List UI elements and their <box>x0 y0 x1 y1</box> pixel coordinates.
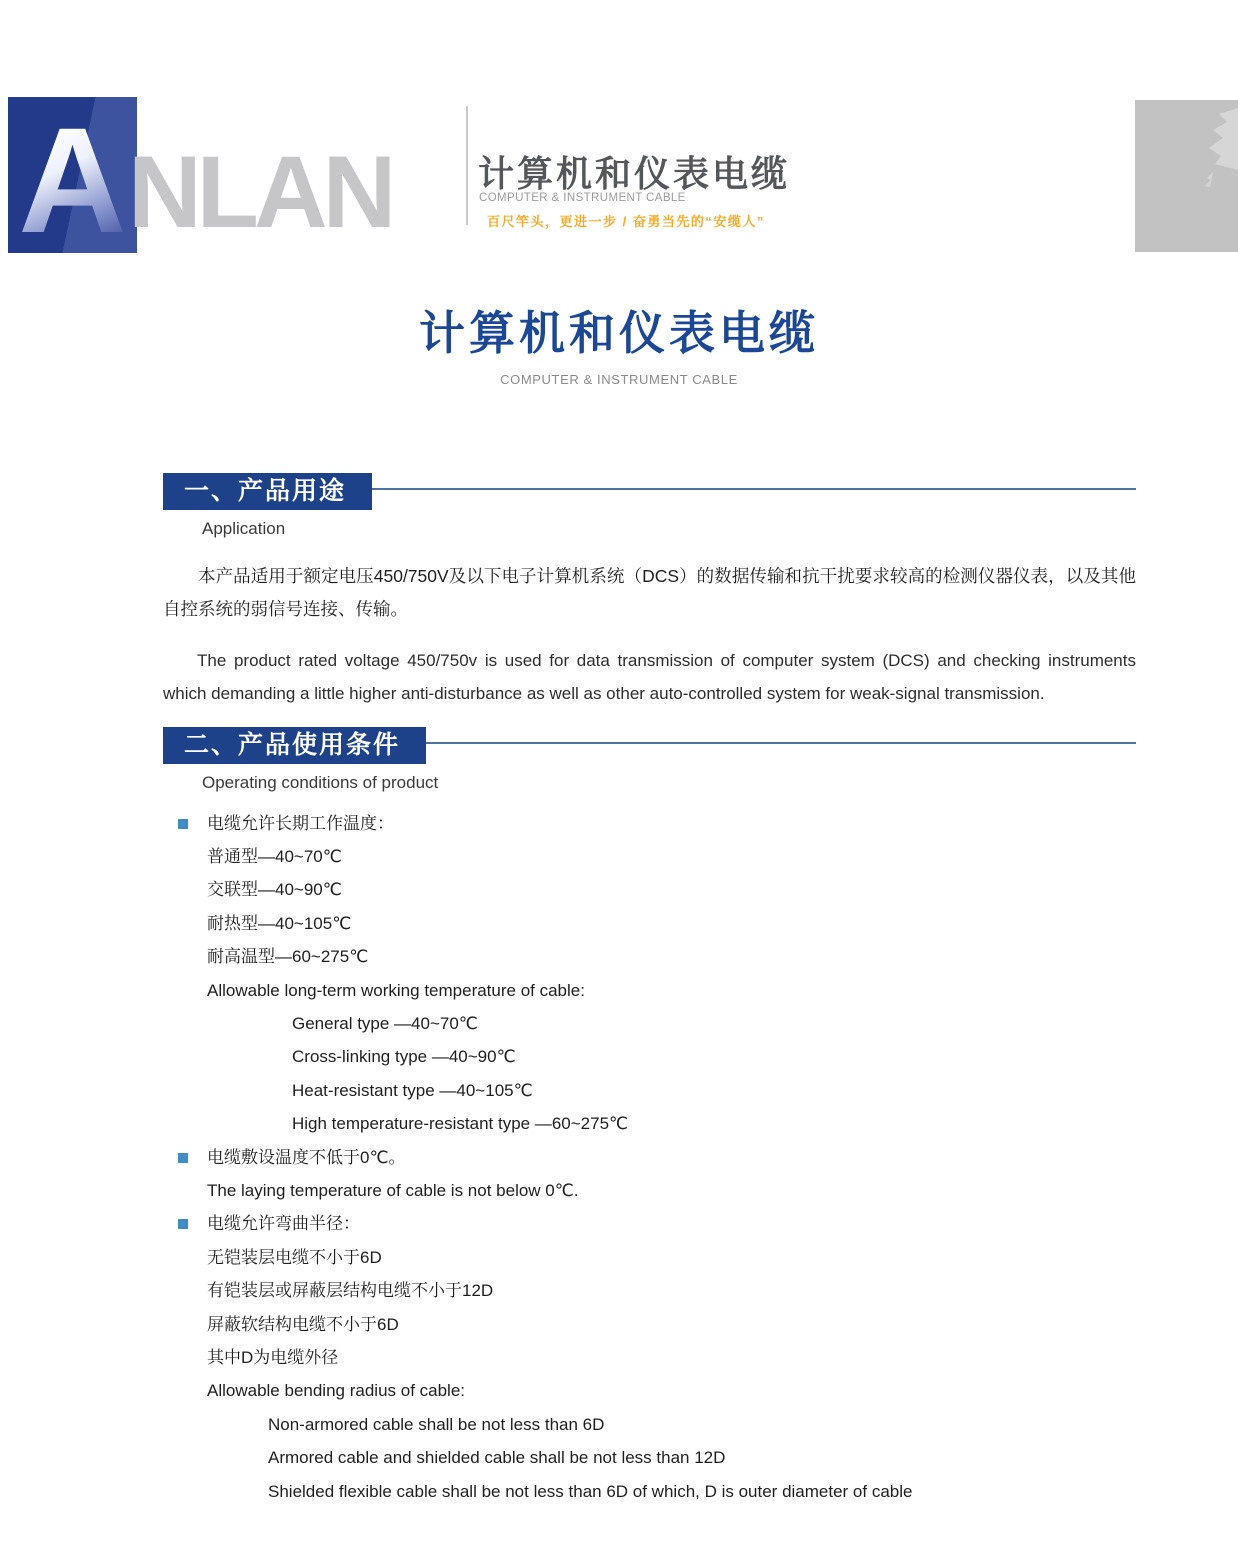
header-product-title-cn: 计算机和仪表电缆 <box>478 153 791 194</box>
page-title: 计算机和仪表电缆 <box>419 307 819 359</box>
condition-line <box>163 1408 1136 1441</box>
condition-text: 电缆允许弯曲半径： <box>207 1214 360 1234</box>
condition-line <box>163 840 1136 873</box>
condition-text: 耐高温型—60~275℃ <box>207 947 369 967</box>
condition-text: 耐热型—40~105℃ <box>207 913 352 933</box>
condition-line <box>163 873 1136 906</box>
condition-text: 交联型—40~90℃ <box>207 880 342 900</box>
condition-text: The laying temperature of cable is not below 0℃. <box>207 1180 579 1200</box>
condition-text: Heat-resistant type —40~105℃ <box>292 1080 533 1100</box>
condition-line <box>163 907 1136 940</box>
section-1-heading-badge: 一、产品用途 <box>163 473 372 510</box>
condition-text: 普通型—40~70℃ <box>207 846 342 866</box>
section-1-heading-rule <box>372 488 1136 490</box>
condition-line <box>163 807 1136 840</box>
condition-text: Non-armored cable shall be not less than 6D <box>268 1414 605 1434</box>
condition-line <box>163 1341 1136 1374</box>
condition-text: High temperature-resistant type —60~275℃ <box>292 1114 629 1134</box>
header-product-title-en: COMPUTER & INSTRUMENT CABLE <box>479 192 686 204</box>
condition-text: 无铠装层电缆不小于6D <box>207 1247 382 1267</box>
condition-text: Allowable long-term working temperature of cable: <box>207 980 585 1000</box>
section-2-heading-badge: 二、产品使用条件 <box>163 727 426 764</box>
condition-text: 电缆敷设温度不低于0℃。 <box>207 1147 406 1167</box>
condition-line <box>163 1374 1136 1407</box>
logo-wordmark: NLAN <box>128 135 392 249</box>
condition-text: Shielded flexible cable shall be not less than 6D of which, D is outer diameter of cable <box>268 1481 913 1501</box>
page-subtitle: COMPUTER & INSTRUMENT CABLE <box>500 372 738 387</box>
section-2-heading <box>163 727 1136 764</box>
section-1-heading-en: Application <box>202 519 286 538</box>
condition-text: 屏蔽软结构电缆不小于6D <box>207 1314 399 1334</box>
page-title-block <box>0 297 1238 387</box>
condition-line <box>163 1241 1136 1274</box>
condition-text: Allowable bending radius of cable: <box>207 1381 466 1401</box>
conditions-list <box>163 807 1136 1509</box>
condition-line <box>163 1174 1136 1207</box>
condition-line <box>163 1475 1136 1508</box>
condition-line <box>163 1107 1136 1140</box>
bullet-square-icon <box>178 1153 188 1163</box>
section-2-heading-rule <box>426 742 1136 744</box>
condition-line <box>163 974 1136 1007</box>
content-area <box>163 473 1136 1508</box>
leaf-photo-image <box>1135 100 1238 252</box>
condition-line <box>163 1040 1136 1073</box>
section-1-heading <box>163 473 1136 510</box>
condition-line <box>163 1141 1136 1174</box>
header-divider-line <box>466 106 468 225</box>
application-paragraph-en: The product rated voltage 450/750v is used for data transmission of computer system (DCS) and checking instruments which demanding a little higher anti-disturbance as well as other auto-controlled system for weak-signal transmission. <box>163 650 1136 703</box>
decorative-photo <box>1135 100 1238 252</box>
header-slogan: 百尺竿头，更进一步 / 奋勇当先的“安缆人” <box>487 214 765 229</box>
logo-letter-a: A <box>18 97 127 253</box>
condition-line <box>163 1441 1136 1474</box>
condition-text: Cross-linking type —40~90℃ <box>292 1047 516 1067</box>
condition-text: 其中D为电缆外径 <box>207 1348 339 1367</box>
condition-line <box>163 1007 1136 1040</box>
section-2-heading-en: Operating conditions of product <box>202 772 439 792</box>
condition-text: 电缆允许长期工作温度： <box>207 813 394 833</box>
condition-line <box>163 1308 1136 1341</box>
condition-line <box>163 1207 1136 1240</box>
anlan-logo-mark <box>8 97 137 253</box>
condition-text: General type —40~70℃ <box>292 1013 478 1033</box>
condition-line <box>163 1274 1136 1307</box>
condition-text: 有铠装层或屏蔽层结构电缆不小于12D <box>207 1281 494 1301</box>
application-paragraph-cn: 本产品适用于额定电压450/750V及以下电子计算机系统（DCS）的数据传输和抗干扰要求较高的检测仪器仪表，以及其他自控系统的弱信号连接、传输。 <box>163 566 1136 619</box>
condition-text: Armored cable and shielded cable shall be not less than 12D <box>268 1448 726 1468</box>
condition-line <box>163 1074 1136 1107</box>
bullet-square-icon <box>178 1219 188 1229</box>
bullet-square-icon <box>178 819 188 829</box>
condition-line <box>163 940 1136 973</box>
